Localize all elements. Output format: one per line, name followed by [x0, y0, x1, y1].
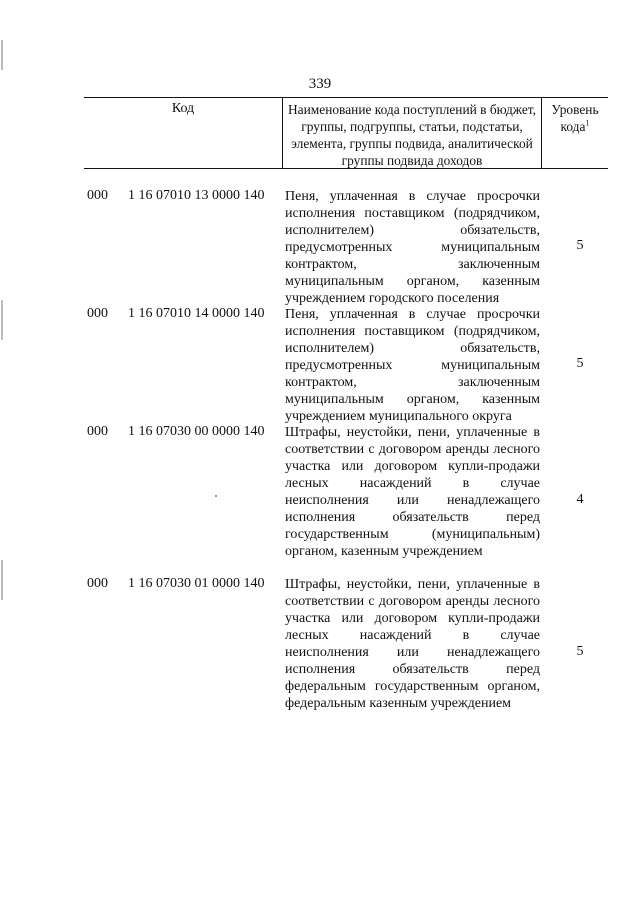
revenue-code: 1 16 07030 00 0000 140	[128, 424, 265, 439]
scan-speck	[215, 495, 217, 497]
header-name: Наименование кода поступлений в бюджет, группы, подгруппы, статьи, подстатьи, элемента, группы подвида, аналитической группы подвида доходов	[288, 102, 536, 168]
code-level: 5	[576, 238, 584, 253]
revenue-name: Штрафы, неустойки, пени, уплаченные в соответствии с договором аренды лесного участка или договором купли-продажи лесных насаждений в случае неисполнения или ненадлежащего исполнения обязательств перед федеральным государственным органом, федеральным казенным учреждением	[285, 577, 540, 711]
header-level-footnote: 1	[585, 118, 590, 128]
revenue-name: Штрафы, неустойки, пени, уплаченные в соответствии с договором аренды лесного участка или договором купли-продажи лесных насаждений в случае неисполнения или ненадлежащего исполнения обязательств перед государственным (муниципальным) органом, казенным учреждением	[285, 425, 540, 559]
table-header	[84, 97, 608, 169]
code-level: 5	[576, 644, 584, 659]
scan-edge-mark	[1, 560, 3, 600]
revenue-name: Пеня, уплаченная в случае просрочки исполнения поставщиком (подрядчиком, исполнителем) обязательств, предусмотренных муниципальным контрактом, заключенным муниципальным органом, казенным учреждением городского поселения	[285, 189, 540, 306]
admin-code: 000	[87, 576, 108, 591]
admin-code: 000	[87, 188, 108, 203]
header-level	[542, 101, 608, 135]
revenue-code: 1 16 07010 13 0000 140	[128, 188, 265, 203]
code-level: 5	[576, 356, 584, 371]
header-level-label: Уровень кода	[551, 102, 599, 134]
scan-edge-mark	[1, 300, 3, 340]
revenue-code: 1 16 07030 01 0000 140	[128, 576, 265, 591]
code-level: 4	[576, 492, 584, 507]
admin-code: 000	[87, 306, 108, 321]
page-number: 339	[308, 76, 332, 92]
header-code: Код	[171, 101, 195, 116]
revenue-code: 1 16 07010 14 0000 140	[128, 306, 265, 321]
scan-edge-mark	[1, 40, 3, 70]
admin-code: 000	[87, 424, 108, 439]
revenue-name: Пеня, уплаченная в случае просрочки исполнения поставщиком (подрядчиком, исполнителем) обязательств, предусмотренных муниципальным контрактом, заключенным муниципальным органом, казенным учреждением муниципального округа	[285, 307, 540, 424]
